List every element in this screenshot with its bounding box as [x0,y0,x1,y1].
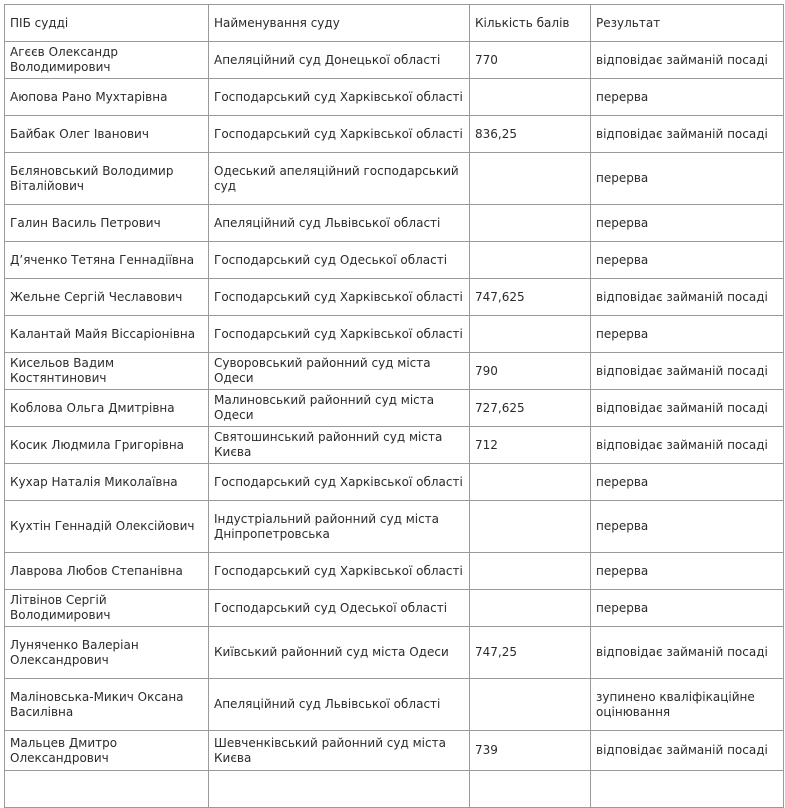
cell-name: Коблова Ольга Дмитрівна [5,390,209,427]
cell-name: Калантай Майя Віссаріонівна [5,316,209,353]
table-row [5,242,784,279]
cell-score: 712 [470,427,591,464]
cell-name: Літвінов Сергій Володимирович [5,590,209,627]
cell-score: 790 [470,353,591,390]
table-row [5,42,784,79]
cell-result: відповідає займаній посаді [591,427,784,464]
cell-score [470,501,591,553]
results-table [4,4,784,808]
cell-result: відповідає займаній посаді [591,353,784,390]
cell-court: Одеський апеляційний господарський суд [209,153,470,205]
table-row [5,427,784,464]
cell-court: Апеляційний суд Львівської області [209,679,470,731]
cell-result: зупинено кваліфікаційне оцінювання [591,679,784,731]
cell-court: Господарський суд Одеської області [209,242,470,279]
cell-court: Господарський суд Харківської області [209,279,470,316]
table-row [5,353,784,390]
table-row [5,205,784,242]
cell-result: відповідає займаній посаді [591,390,784,427]
cell-result: перерва [591,316,784,353]
cell-result [591,771,784,808]
cell-court: Апеляційний суд Донецької області [209,42,470,79]
cell-result: перерва [591,464,784,501]
cell-score: 747,625 [470,279,591,316]
table-row [5,153,784,205]
cell-name: Д’яченко Тетяна Геннадіївна [5,242,209,279]
cell-score [470,205,591,242]
table-row [5,590,784,627]
table-row [5,627,784,679]
cell-court [209,771,470,808]
cell-court: Київський районний суд міста Одеси [209,627,470,679]
cell-score [470,553,591,590]
header-score: Кількість балів [470,5,591,42]
table-row [5,464,784,501]
cell-name: Кисельов Вадим Костянтинович [5,353,209,390]
cell-court: Святошинський районний суд міста Києва [209,427,470,464]
cell-name: Байбак Олег Іванович [5,116,209,153]
header-result: Результат [591,5,784,42]
cell-score [470,771,591,808]
cell-result: відповідає займаній посаді [591,279,784,316]
cell-score [470,464,591,501]
cell-result: відповідає займаній посаді [591,42,784,79]
cell-name: Агєєв Олександр Володимирович [5,42,209,79]
cell-score [470,679,591,731]
table-row [5,771,784,808]
cell-result: перерва [591,153,784,205]
cell-name: Бєляновський Володимир Віталійович [5,153,209,205]
cell-name: Луняченко Валеріан Олександрович [5,627,209,679]
table-row [5,501,784,553]
table-row [5,79,784,116]
cell-court: Господарський суд Харківської області [209,316,470,353]
cell-court: Шевченківський районний суд міста Києва [209,731,470,771]
cell-court: Апеляційний суд Львівської області [209,205,470,242]
header-name: ПІБ судді [5,5,209,42]
cell-result: перерва [591,205,784,242]
cell-court: Господарський суд Харківської області [209,464,470,501]
table-row [5,731,784,771]
cell-result: перерва [591,242,784,279]
cell-court: Суворовський районний суд міста Одеси [209,353,470,390]
cell-score: 727,625 [470,390,591,427]
cell-score [470,79,591,116]
cell-score: 836,25 [470,116,591,153]
cell-score: 739 [470,731,591,771]
cell-score [470,590,591,627]
table-header-row [5,5,784,42]
table-row [5,390,784,427]
table-row [5,553,784,590]
cell-court: Індустріальний районний суд міста Дніпропетровська [209,501,470,553]
cell-result: перерва [591,79,784,116]
cell-result: відповідає займаній посаді [591,116,784,153]
cell-score: 770 [470,42,591,79]
cell-name: Аюпова Рано Мухтарівна [5,79,209,116]
cell-score [470,153,591,205]
table-row [5,316,784,353]
cell-name: Галин Василь Петрович [5,205,209,242]
cell-name: Лаврова Любов Степанівна [5,553,209,590]
table-row [5,116,784,153]
cell-name: Мальцев Дмитро Олександрович [5,731,209,771]
table-row [5,279,784,316]
cell-result: відповідає займаній посаді [591,731,784,771]
cell-result: перерва [591,590,784,627]
cell-name: Кухтін Геннадій Олексійович [5,501,209,553]
cell-score [470,242,591,279]
cell-name: Жельне Сергій Чеславович [5,279,209,316]
cell-result: перерва [591,553,784,590]
cell-name: Маліновська-Микич Оксана Василівна [5,679,209,731]
cell-court: Господарський суд Харківської області [209,553,470,590]
cell-result: відповідає займаній посаді [591,627,784,679]
cell-name: Косик Людмила Григорівна [5,427,209,464]
cell-court: Господарський суд Харківської області [209,79,470,116]
cell-court: Малиновський районний суд міста Одеси [209,390,470,427]
header-court: Найменування суду [209,5,470,42]
cell-score: 747,25 [470,627,591,679]
cell-name [5,771,209,808]
cell-result: перерва [591,501,784,553]
cell-court: Господарський суд Харківської області [209,116,470,153]
cell-name: Кухар Наталія Миколаївна [5,464,209,501]
cell-score [470,316,591,353]
table-row [5,679,784,731]
cell-court: Господарський суд Одеської області [209,590,470,627]
